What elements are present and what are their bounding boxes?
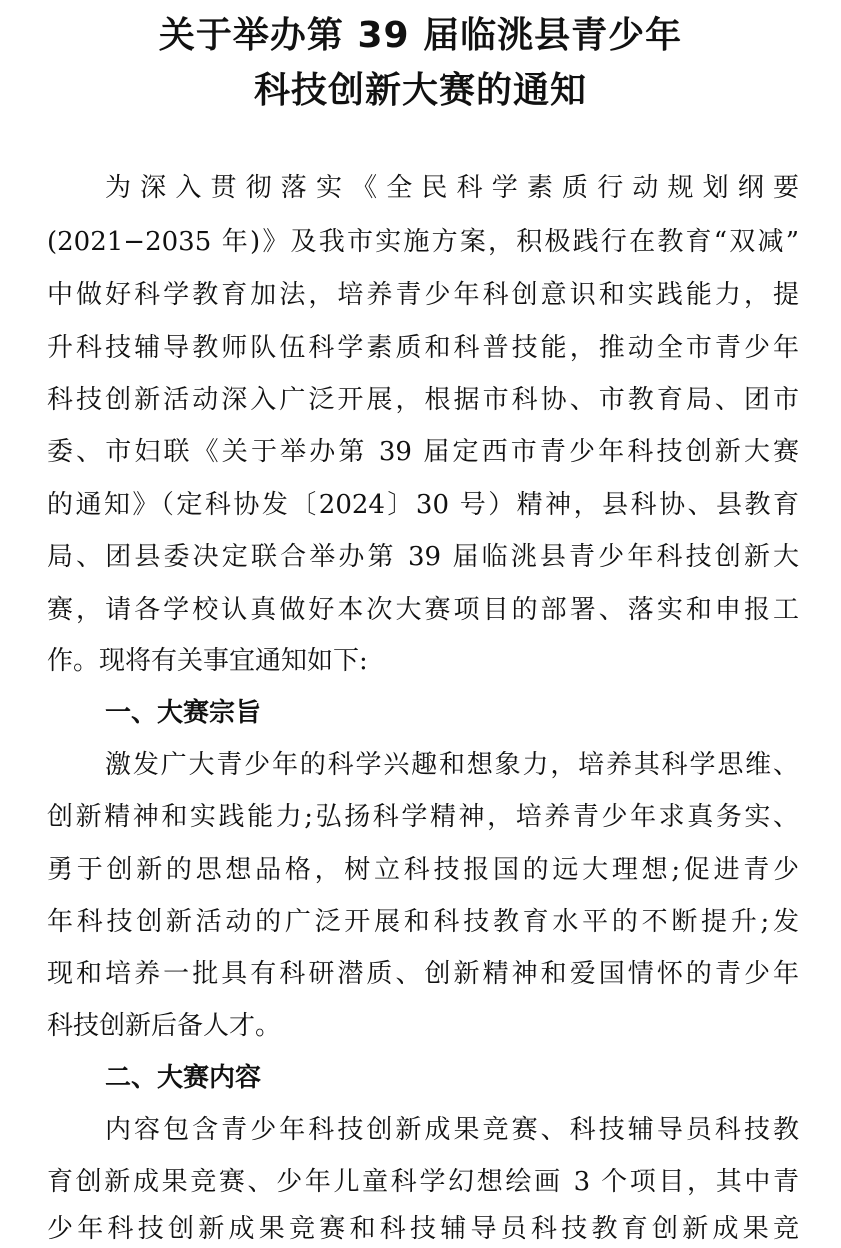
intro-paragraph-line-3: 中做好科学教育加法，培养青少年科创意识和实践能力，提: [47, 280, 799, 310]
section-1-line-5: 现和培养一批具有科研潜质、创新精神和爱国情怀的青少年: [47, 959, 799, 989]
intro-paragraph-line-9: 赛，请各学校认真做好本次大赛项目的部署、落实和申报工: [47, 595, 799, 625]
section-1-line-4: 年科技创新活动的广泛开展和科技教育水平的不断提升;发: [47, 907, 799, 937]
intro-paragraph-line-2: (2021−2035 年)》及我市实施方案，积极践行在教育“双减”: [47, 227, 799, 257]
section-2-heading: 二、大赛内容: [105, 1063, 262, 1093]
document-title-line-1: 关于举办第 39 届临洮县青少年: [158, 15, 683, 56]
intro-paragraph-line-7: 的通知》（定科协发〔2024〕30 号）精神，县科协、县教育: [47, 490, 799, 520]
section-1-line-2: 创新精神和实践能力;弘扬科学精神，培养青少年求真务实、: [47, 802, 799, 832]
intro-paragraph-line-6: 委、市妇联《关于举办第 39 届定西市青少年科技创新大赛: [47, 437, 799, 467]
section-1-heading: 一、大赛宗旨: [105, 698, 262, 728]
section-1-line-1: 激发广大青少年的科学兴趣和想象力，培养其科学思维、: [105, 750, 799, 780]
intro-paragraph-line-8: 局、团县委决定联合举办第 39 届临洮县青少年科技创新大: [47, 542, 799, 572]
intro-paragraph-line-10: 作。现将有关事宜通知如下:: [47, 646, 368, 676]
document-title-line-2: 科技创新大赛的通知: [253, 70, 587, 111]
section-2-line-3: 少年科技创新成果竞赛和科技辅导员科技教育创新成果竞: [47, 1214, 799, 1244]
section-2-line-2: 育创新成果竞赛、少年儿童科学幻想绘画 3 个项目，其中青: [47, 1167, 799, 1197]
intro-paragraph-line-4: 升科技辅导教师队伍科学素质和科普技能，推动全市青少年: [47, 333, 799, 363]
intro-paragraph-line-5: 科技创新活动深入广泛开展，根据市科协、市教育局、团市: [47, 385, 799, 415]
intro-paragraph-line-1: 为深入贯彻落实《全民科学素质行动规划纲要: [105, 173, 799, 203]
section-1-line-3: 勇于创新的思想品格，树立科技报国的远大理想;促进青少: [47, 855, 799, 885]
section-1-line-6: 科技创新后备人才。: [47, 1011, 282, 1041]
section-2-line-1: 内容包含青少年科技创新成果竞赛、科技辅导员科技教: [105, 1115, 799, 1145]
